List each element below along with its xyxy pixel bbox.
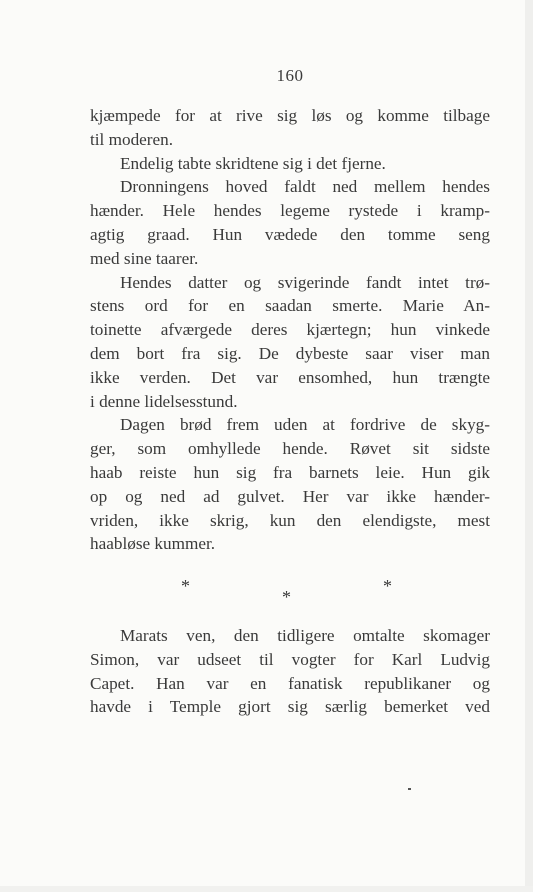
body-text-continued bbox=[90, 624, 490, 719]
text-line: hænder. Hele hendes legeme rystede i kramp- bbox=[90, 201, 490, 221]
text-line: kjæmpede for at rive sig løs og komme tilbage bbox=[90, 106, 490, 125]
text-line: til moderen. bbox=[90, 129, 174, 149]
text-line: Simon, var udseet til vogter for Karl Ludvig bbox=[90, 649, 490, 669]
page-bottom-edge bbox=[0, 886, 533, 892]
text-line: haab reiste hun sig fra barnets leie. Hun gik bbox=[90, 462, 490, 482]
text-line: Dronningens hoved faldt ned mellem hendes bbox=[120, 177, 490, 197]
text-line: Endelig tabte skridtene sig i det fjerne. bbox=[120, 153, 386, 173]
text-line: havde i Temple gjort sig særlig bemerket ved bbox=[90, 697, 490, 717]
text-line: dem bort fra sig. De dybeste saar viser man bbox=[90, 343, 490, 363]
asterisk: * bbox=[282, 587, 291, 607]
body-text bbox=[90, 104, 490, 556]
asterisk: * bbox=[181, 576, 190, 596]
text-line: Dagen brød frem uden at fordrive de skyg- bbox=[120, 415, 490, 435]
text-line: Capet. Han var en fanatisk republikaner og bbox=[90, 673, 490, 693]
text-line: Hendes datter og svigerinde fandt intet trø- bbox=[120, 272, 490, 292]
text-line: haabløse kummer. bbox=[90, 534, 216, 554]
text-line: vriden, ikke skrig, kun den elendigste, mest bbox=[90, 510, 490, 530]
page-edge-shadow bbox=[525, 0, 533, 892]
text-line: stens ord for en saadan smerte. Marie An- bbox=[90, 296, 490, 316]
page-number: 160 bbox=[276, 66, 304, 85]
text-line: i denne lidelsesstund. bbox=[90, 391, 238, 411]
text-line: med sine taarer. bbox=[90, 248, 199, 268]
text-line: agtig graad. Hun vædede den tomme seng bbox=[90, 224, 490, 244]
text-line: Marats ven, den tidligere omtalte skomager bbox=[120, 626, 490, 645]
text-line: ger, som omhyllede hende. Røvet sit sidste bbox=[90, 439, 490, 459]
text-line: op og ned ad gulvet. Her var ikke hænder- bbox=[90, 486, 490, 506]
text-line: toinette afværgede deres kjærtegn; hun vinkede bbox=[90, 320, 490, 340]
text-line: ikke verden. Det var ensomhed, hun trængte bbox=[90, 367, 490, 387]
section-break bbox=[0, 576, 533, 616]
print-speck bbox=[408, 788, 411, 790]
asterisk: * bbox=[383, 576, 392, 596]
